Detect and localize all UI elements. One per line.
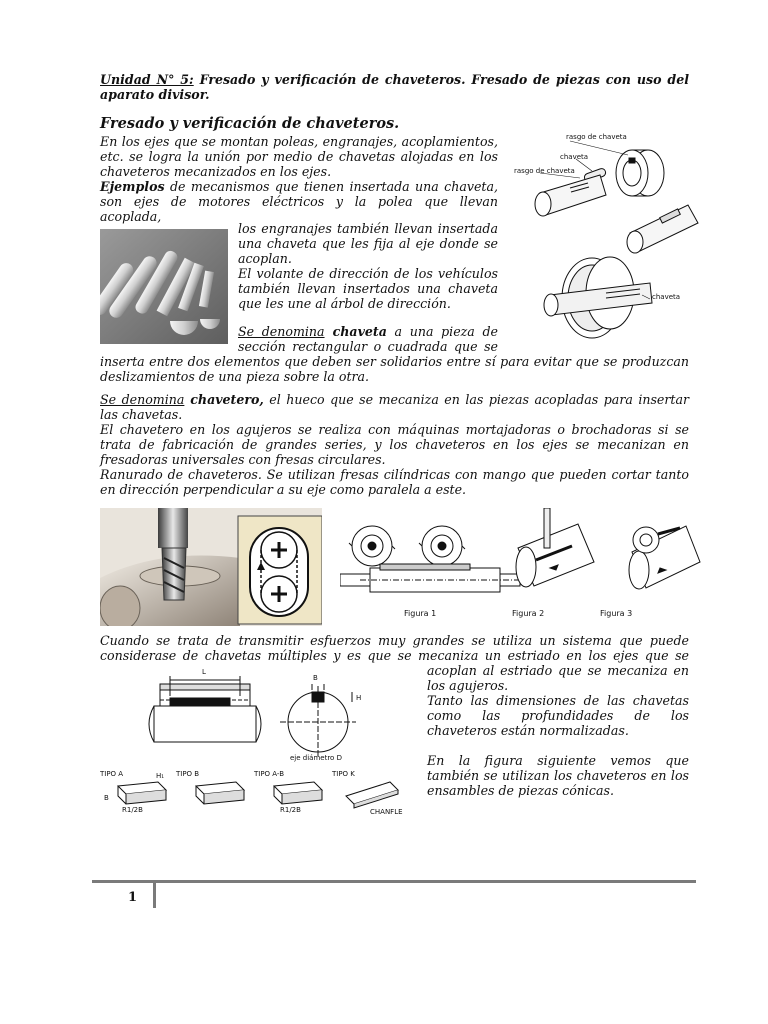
footer-rule (92, 880, 696, 883)
footer-divider (153, 882, 156, 908)
paragraph-normalizadas: acoplan al estriado que se mecaniza en los agujeros. Tanto las dimensiones de las chavetas como las profundidades de los chaveteros están normalizadas. En la figura siguiente vemos que también se utilizan los chaveteros en los ensambles de piezas cónicas. (427, 663, 689, 798)
label-tipo-ab: TIPO A-B (254, 770, 285, 778)
paragraph-estriado: Cuando se trata de transmitir esfuerzos muy grandes se utiliza un sistema que puede considerase de chavetas múltiples y es que se mecaniza un estriado en los ejes que se (100, 633, 689, 663)
unit-title-line1: Fresado y verificación de chaveteros. Fresado de piezas con uso del (193, 72, 689, 87)
key-types-drawing (100, 666, 412, 818)
paragraph-chavetero-def: Se denomina chavetero, el hueco que se mecaniza en las piezas acopladas para insertar las chavetas. El chavetero en los agujeros se realiza con máquinas mortajadoras o brochadoras si se trata de fabricación de grandes series, y los chaveteros en los ejes se mecanizan en fresadoras universales con fresas circulares. Ranurado de chaveteros. Se utilizan fresas cilíndricas con mango que pueden cortar tanto en dirección perpendicular a su eje como paralela a este. (100, 392, 689, 497)
label-r-ab: R1/2B (280, 806, 301, 814)
label-figura-3: Figura 3 (600, 609, 633, 618)
section-title: Fresado y verificación de chaveteros. (100, 115, 400, 132)
page-number: 1 (128, 890, 138, 905)
paragraph-chaveta-def-cont: inserta entre dos elementos que deben ser solidarios entre sí para evitar que se produzcan deslizamientos de una pieza sobre la otra. (100, 354, 689, 384)
label-h1: H₁ (156, 772, 165, 780)
shaft-key-figure (510, 133, 700, 343)
label-L: L (202, 668, 206, 676)
label-figura-1: Figura 1 (404, 609, 437, 618)
label-B: B (313, 674, 318, 682)
label-tipo-a: TIPO A (100, 770, 124, 778)
paragraph-intro: En los ejes que se montan poleas, engranajes, acoplamientos, etc. se logra la unión por medio de chavetas alojadas en los chaveteros mecanizados en los ejes. Ejemplos de mecanismos que tienen insertada una chaveta, son ejes de motores eléctricos y la polea que llevan acoplada, (100, 134, 498, 224)
unit-header (100, 72, 689, 102)
label-b: B (104, 794, 109, 802)
end-mill-photo (100, 508, 322, 626)
keys-photo (100, 229, 228, 344)
label-eje-diametro: eje diámetro D (290, 754, 342, 762)
label-H: H (356, 694, 362, 702)
label-chanfle: CHANFLE (370, 808, 403, 816)
label-tipo-b: TIPO B (176, 770, 200, 778)
label-chaveta: chaveta (560, 153, 589, 161)
label-figura-2: Figura 2 (512, 609, 545, 618)
paragraph-gears: los engranajes también llevan insertada una chaveta que les fija al eje donde se acoplan. El volante de dirección de los vehículos también llevan insertados una chaveta que les une al árbol de dirección. (238, 221, 498, 311)
label-r-a: R1/2B (122, 806, 143, 814)
unit-title-line2: aparato divisor. (100, 87, 210, 102)
label-rasgo-chaveta-top: rasgo de chaveta (566, 133, 627, 141)
paragraph-chaveta-def: Se denomina chaveta a una pieza de sección rectangular o cuadrada que se (238, 324, 498, 354)
label-tipo-k: TIPO K (332, 770, 355, 778)
label-rasgo-chaveta-left: rasgo de chaveta (514, 167, 575, 175)
label-chaveta-bottom: chaveta (652, 293, 681, 301)
unit-prefix: Unidad N° 5: (100, 72, 194, 87)
milling-figures (340, 508, 702, 626)
